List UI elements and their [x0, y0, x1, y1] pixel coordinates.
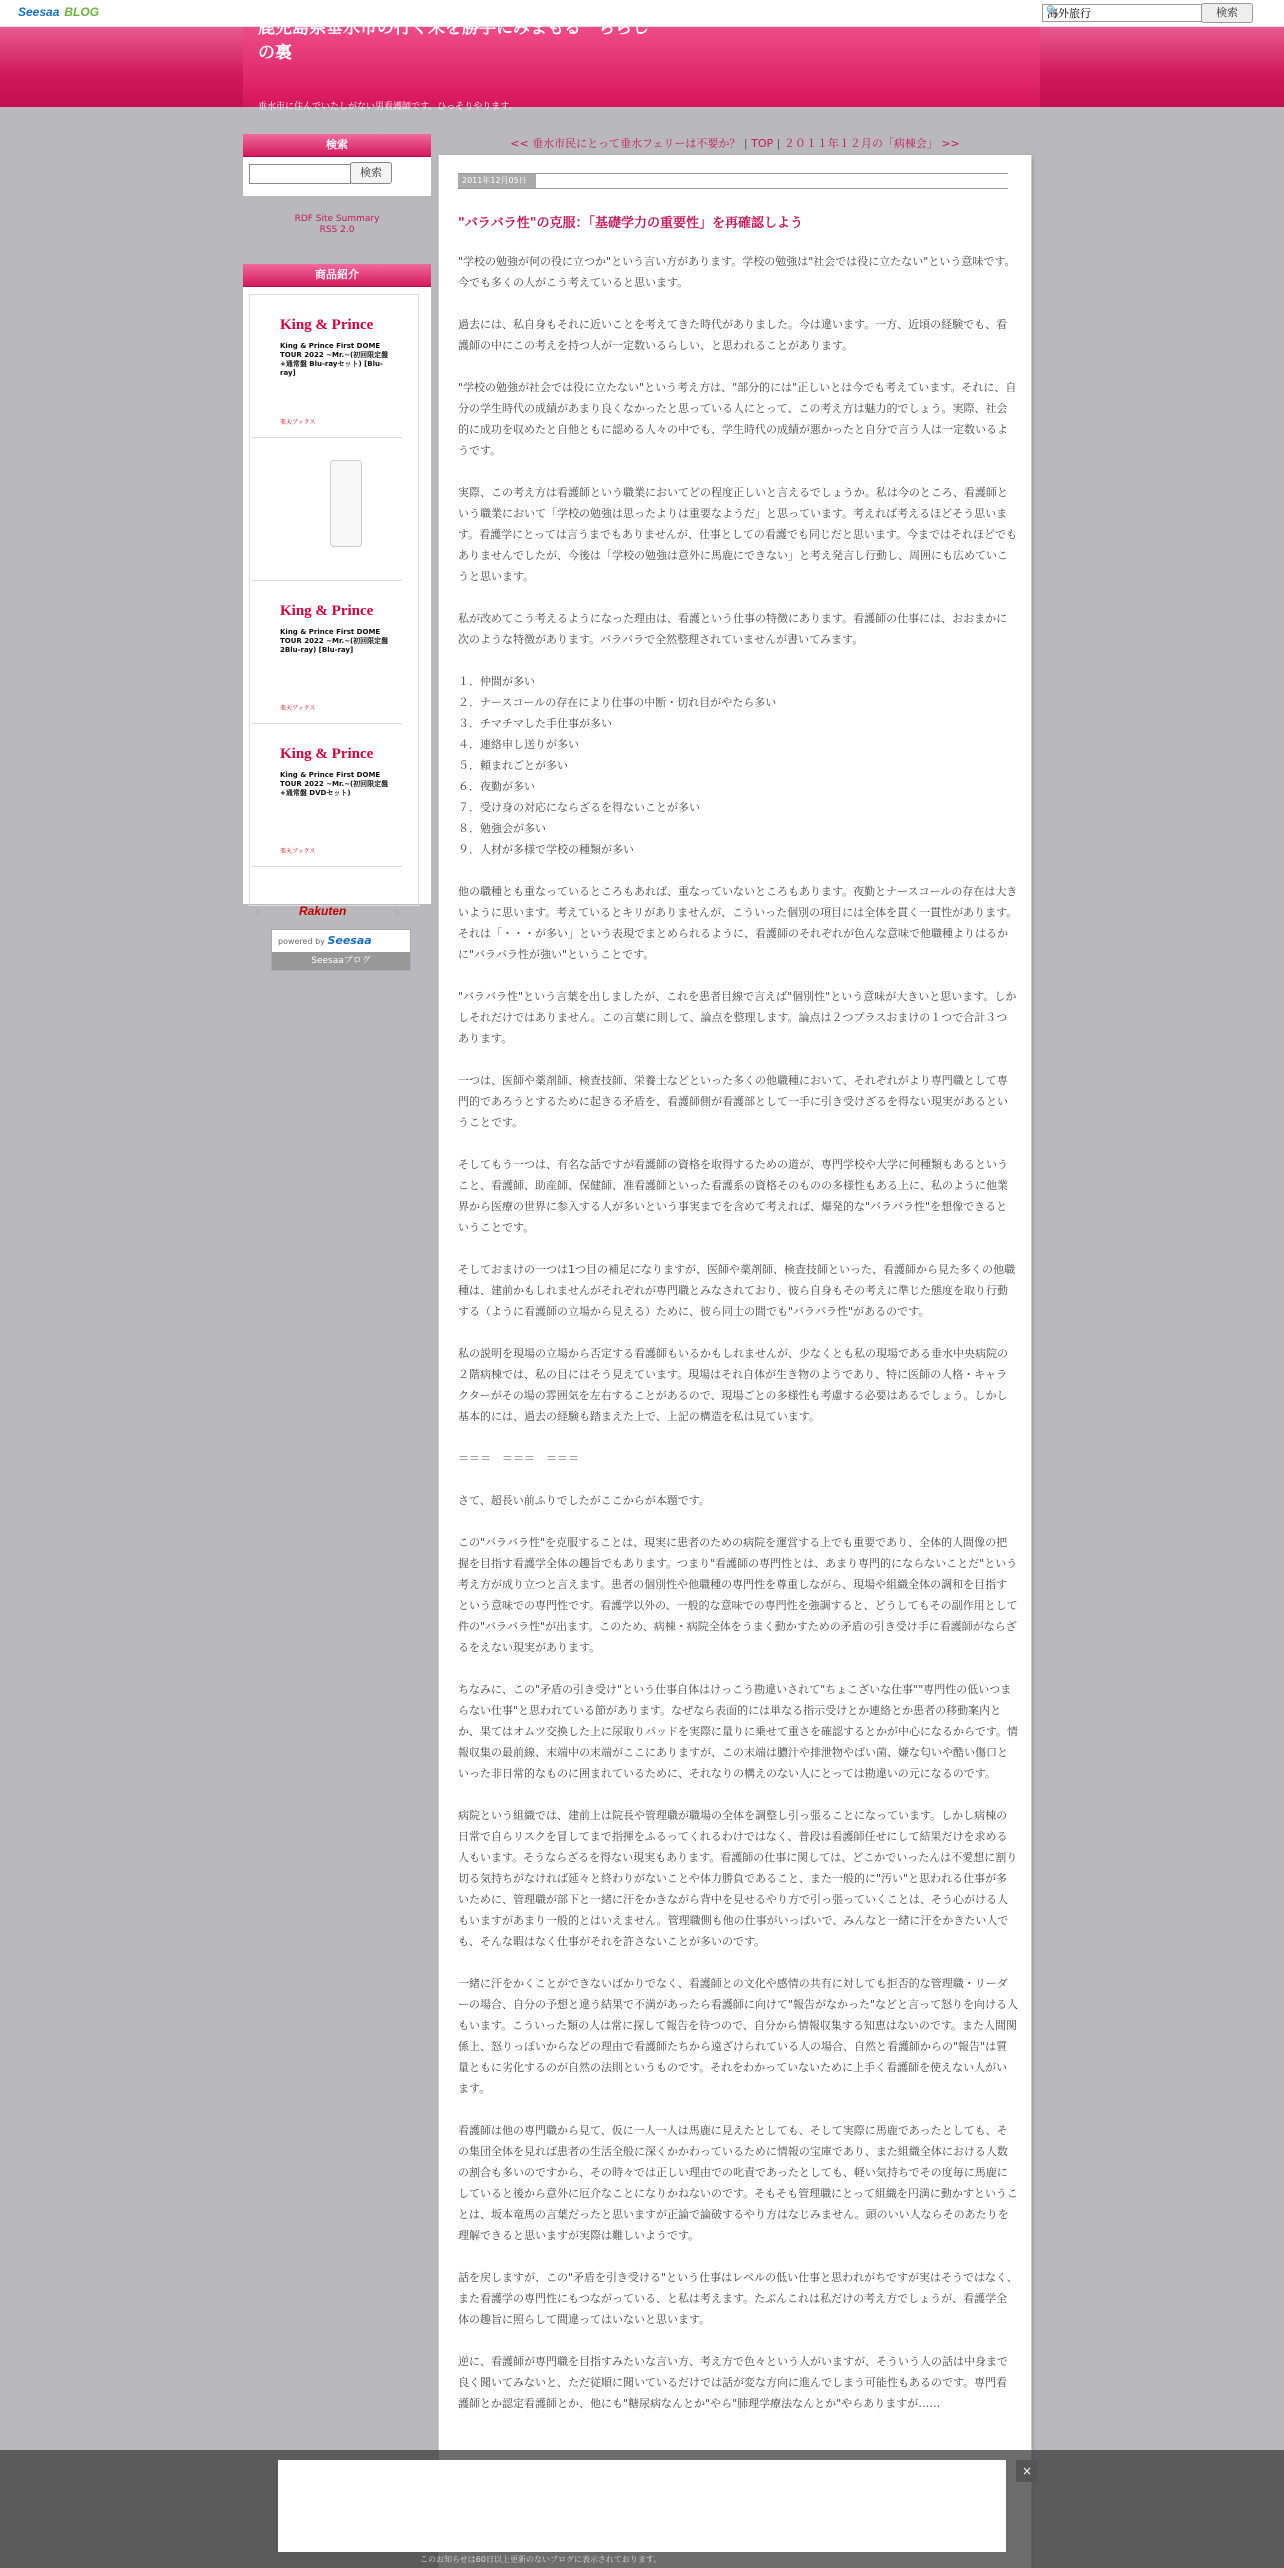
- sidebar-products-heading: 商品紹介: [243, 264, 431, 287]
- paragraph: "学校の勉強が社会では役に立たない"という考え方は、"部分的には"正しいとは今でも考えています。それに、自分の学生時代の成績があまり良くなかったと思っている人にとって、この考え方は魅力的でしょう。実際、社会的に成功を収めたと自他ともに認める人々の中でも、学生時代の成績が悪かったと自分で言う人は一定数いるようです。: [458, 381, 1017, 457]
- product-item[interactable]: [252, 297, 402, 438]
- product-brand: King & Prince: [280, 746, 374, 762]
- seesaa-blog-logo[interactable]: [18, 5, 99, 19]
- post-title[interactable]: "バラバラ性"の克服：「基礎学力の重要性」を再確認しよう: [458, 216, 804, 231]
- next-post-link[interactable]: ２０１１年１２月の「病棟会」 >>: [783, 137, 960, 150]
- product-description: King & Prince First DOME TOUR 2022 ~Mr.~(初回限定盤 2Blu-ray) [Blu-ray]: [280, 628, 389, 654]
- sidebar-products-box: [243, 264, 431, 921]
- product-description: King & Prince First DOME TOUR 2022 ~Mr.~(初回限定盤+通常盤 DVDセット): [280, 771, 389, 797]
- sidebar-search-input[interactable]: [249, 164, 351, 184]
- paragraph: 私が改めてこう考えるようになった理由は、看護という仕事の特徴にあります。看護師の仕事には、おおまかに次のような特徴があります。バラバラで全然整理されていませんが書いてみます。: [458, 612, 1008, 646]
- article: [438, 155, 1032, 2568]
- product-shop: 楽天ブックス: [280, 848, 316, 855]
- paragraph: さて、超長い前ふりでしたがここからが本題です。: [458, 1494, 710, 1507]
- post-date: 2011年12月05日: [458, 174, 536, 188]
- rss-link[interactable]: RSS 2.0: [319, 225, 355, 235]
- paragraph: 一緒に汗をかくことができないばかりでなく、看護師との文化や感情の共有に対しても拒否的な管理職・リーダーの場合、自分の予想と違う結果で不満があったら看護師に向けて"報告がなかった"などと言って怒りを向ける人もいます。こういった類の人は常に探して報告を待つので、自分から情報収集する知恵はないのです。また人間関係上、怒りっぽいからなどの理由で看護師たちから遠ざけられている人の場合、自然と看護師からの"報告"は質量ともに劣化するのが自然の法則というものです。それをわかっていないために上手く看護師を使えない人がいます。: [458, 1977, 1019, 2095]
- list-item: ７．受け身の対応にならざるを得ないことが多い: [458, 801, 700, 814]
- product-brand: King & Prince: [280, 603, 374, 619]
- product-carousel: [249, 294, 419, 906]
- paragraph: 看護師は他の専門職から見て、仮に一人一人は馬鹿に見えたとしても、そして実際に馬鹿であったとしても、その集団全体を見れば患者の生活全般に深くかかわっているために情報の宝庫であり、また組織全体における人数の割合も多いのですから、その時々では正しい理由での叱責であったとしても、軽い気持ちでその度毎に馬鹿にしていると後から意外に厄介なことになりかねないのです。そもそも管理職にとって組織を円満に動かすということは、坂本竜馬の言葉だったと思いますが正論で論破するやり方はなじみません。頭のいい人ならそのあたりを理解できると思いますが実際は難しいようです。: [458, 2124, 1018, 2242]
- list-item: １．仲間が多い: [458, 675, 535, 688]
- paragraph: 一つは、医師や薬剤師、検査技師、栄養士などといった多くの他職種において、それぞれがより専門職として専門的であろうとするために起きる矛盾を、看護師側が看護部として一手に引き受けざるを得ない現実があるということです。: [458, 1074, 1008, 1129]
- feed-links: [243, 214, 431, 236]
- paragraph: そしておまけの一つは1つ目の補足になりますが、医師や薬剤師、検査技師といった、看護師から見た多くの他職種は、建前かもしれませんがそれぞれが専門職とみなされており、彼ら自身もその考えに準じた態度を取り行動する（ように看護師の立場から見える）ために、彼ら同士の間でも"バラバラ性"があるのです。: [458, 1263, 1015, 1318]
- product-shop: 楽天ブックス: [280, 419, 316, 426]
- blog-description: 垂水市に住んでいたしがない男看護師です。ひっそりやります。: [258, 102, 518, 112]
- product-image: [330, 460, 362, 547]
- logo-seesaa-text: Seesaa: [18, 5, 60, 19]
- paragraph: "バラバラ性"という言葉を出しましたが、これを患者目線で言えば"個別性"という意味が大きいと思います。しかしそれだけではありません。この言葉に則して、論点を整理します。論点は２つプラスおまけの１つで合計３つあります。: [458, 990, 1017, 1045]
- seesaa-blog-link[interactable]: Seesaaブログ: [272, 952, 410, 970]
- ad-notice-text: このお知らせは60日以上更新のないブログに表示されております。: [420, 2555, 662, 2564]
- paragraph: 逆に、看護師が専門職を目指すみたいな言い方、考え方で色々という人がいますが、そういう人の話は中身まで良く聞いてみないと、ただ従順に聞いているだけでは話が変な方向に進んでしまう可能性もあるのです。専門看護師とか認定看護師とか、他にも"糖尿病なんとか"やら"肺理学療法なんとか"やらありますが……: [458, 2355, 1008, 2410]
- ad-banner[interactable]: [278, 2460, 1006, 2552]
- chevron-right-icon[interactable]: ›: [394, 902, 401, 921]
- date-bar: [458, 173, 1008, 189]
- list-item: ８．勉強会が多い: [458, 822, 546, 835]
- top-search-input[interactable]: [1042, 4, 1207, 22]
- sidebar-search-heading: 検索: [243, 134, 431, 157]
- product-item[interactable]: [252, 726, 402, 867]
- list-item: ５．頼まれごとが多い: [458, 759, 568, 772]
- close-icon[interactable]: ×: [1016, 2460, 1038, 2482]
- chevron-left-icon[interactable]: ‹: [255, 902, 262, 921]
- sidebar-search-button[interactable]: 検索: [350, 162, 392, 184]
- product-brand: King & Prince: [280, 317, 374, 333]
- paragraph: 過去には、私自身もそれに近いことを考えてきた時代がありました。今は違います。一方、近頃の経験でも、看護師の中にこの考えを持つ人が一定数いるらしい、と思われることがあります。: [458, 318, 1008, 352]
- paragraph: ＝＝＝ ＝＝＝ ＝＝＝: [458, 1452, 579, 1465]
- top-search-button[interactable]: 検索: [1201, 3, 1253, 23]
- product-description: King & Prince First DOME TOUR 2022 ~Mr.~(初回限定盤+通常盤 Blu-rayセット) [Blu-ray]: [280, 342, 389, 377]
- rakuten-logo[interactable]: Rakuten: [299, 904, 347, 918]
- paragraph: この"バラバラ性"を克服することは、現実に患者のための病院を運営する上でも重要であり、全体的人間像の把握を目指す看護学全体の趣旨でもあります。つまり"看護師の専門性とは、あまり専門的にならないことだ"という考え方が成り立つと言えます。患者の個別性や他職種の専門性を尊重しながら、現場や組織全体の調和を目指すという意味での専門性です。看護学以外の、一般的な意味での専門性を強調すると、どうしてもその副作用として件の"バラバラ性"が出ます。このため、病棟・病院全体をうまく動かすための矛盾の引き受け手に看護師がならざるをえない現実があります。: [458, 1536, 1018, 1654]
- product-item[interactable]: [252, 440, 402, 581]
- blog-title[interactable]: 鹿児島県垂水市の行く末を勝手にみまもる ちらしの裏: [258, 18, 649, 63]
- list-item: ９．人材が多様で学校の種類が多い: [458, 843, 634, 856]
- list-item: ３．チマチマした手仕事が多い: [458, 717, 612, 730]
- search-icon: 🔍: [1046, 6, 1059, 17]
- logo-blog-text: BLOG: [64, 5, 100, 19]
- paragraph: ちなみに、この"矛盾の引き受け"という仕事自体はけっこう勘違いされて"ちょこざいな仕事""専門性の低いつまらない仕事"と思われている節があります。なぜなら表面的には単なる指示受けとか連絡とか患者の移動案内とか、果てはオムツ交換した上に尿取りパッドを実際に量りに乗せて重さを確認するとかが中心になるからです。情報収集の最前線、末端中の末端がここにありますが、この末端は膿汁や排泄物やばい菌、嫌な匂いや酷い傷口といった非日常的なものに囲まれているために、それなりの構えのない人にとっては勘違いの元になるのです。: [458, 1683, 1019, 1780]
- paragraph: 私の説明を現場の立場から否定する看護師もいるかもしれませんが、少なくとも私の現場である垂水中央病院の２階病棟では、私の目にはそう見えています。現場はそれ自体が生き物のようであり、特に医師の人格・キャラクターがその場の雰囲気を左右することがあるので、現場ごとの多様性も考慮する必要はあるでしょう。しかし基本的には、過去の経験も踏まえた上で、上記の構造を私は見ています。: [458, 1347, 1008, 1423]
- prev-post-link[interactable]: << 垂水市民にとって垂水フェリーは不要か？: [510, 137, 741, 150]
- post-pager: << 垂水市民にとって垂水フェリーは不要か？ | TOP | ２０１１年１２月の「病棟会」 >>: [510, 137, 960, 150]
- product-shop: 楽天ブックス: [280, 705, 316, 712]
- powered-by-badge[interactable]: [271, 929, 411, 971]
- list-item: ６．夜勤が多い: [458, 780, 535, 793]
- ad-overlay: [0, 2450, 1284, 2568]
- top-link[interactable]: TOP: [751, 137, 774, 150]
- rakuten-bar: [249, 901, 417, 923]
- feature-list: [458, 671, 1018, 860]
- list-item: ４．連絡申し送りが多い: [458, 738, 579, 751]
- post-body: [458, 251, 1018, 2435]
- paragraph: 話を戻しますが、この"矛盾を引き受ける"という仕事はレベルの低い仕事と思われがちですが実はそうではなく、また看護学の専門性にもつながっている、と私は考えます。たぶんこれは私だけの考え方でしょうが、看護学全体の趣旨に照らして間違ってはいないと思います。: [458, 2271, 1018, 2326]
- sidebar-search-box: [243, 134, 431, 196]
- paragraph: そしてもう一つは、有名な話ですが看護師の資格を取得するための道が、専門学校や大学に何種類もあるということ、看護師、助産師、保健師、准看護師といった看護系の資格そのものの多様性もある上に、私のように他業界から医療の世界に参入する人が多いという事実までを含めて考えれば、爆発的な"バラバラ性"を想像できるということです。: [458, 1158, 1008, 1234]
- paragraph: "学校の勉強が何の役に立つか"という言い方があります。学校の勉強は"社会では役に立たない"という意味です。今でも多くの人がこう考えていると思います。: [458, 255, 1016, 289]
- paragraph: 他の職種とも重なっているところもあれば、重なっていないところもあります。夜勤とナースコールの存在は大きいように思います。考えているとキリがありませんが、こういった個別の項目には全体を貫く一貫性があります。それは「・・・が多い」という表現でまとめられるように、看護師のそれぞれが色んな意味で他職種よりはるかに"バラバラ性が強い"ということです。: [458, 885, 1018, 961]
- product-item[interactable]: [252, 583, 402, 724]
- list-item: ２．ナースコールの存在により仕事の中断・切れ目がやたら多い: [458, 696, 777, 709]
- paragraph: 実際、この考え方は看護師という職業においてどの程度正しいと言えるでしょうか。私は今のところ、看護師という職業において「学校の勉強は思ったよりは重要なようだ」と思っています。考えれば考えるほどそう思います。看護学にとっては言うまでもありませんが、仕事としての看護でも同じだと思います。今まではそれほどでもありませんでしたが、今後は「学校の勉強は意外に馬鹿にできない」と考え発言し行動し、周囲にも広めていこうと思います。: [458, 486, 1018, 583]
- powered-by-text: powered by Seesaa: [278, 934, 372, 947]
- rdf-link[interactable]: RDF Site Summary: [294, 214, 380, 224]
- paragraph: 病院という組織では、建前上は院長や管理職が職場の全体を調整し引っ張ることになっています。しかし病棟の日常で自らリスクを冒してまで指揮をふるってくれるわけではなく、普段は看護師任せにして結果だけを求める人もいます。そうならざるを得ない現実もあります。看護師の仕事に関しては、どこかでいったんは不愛想に割り切る気持ちがなければ延々と終わりがないことや体力勝負であること、また一般的に"汚い"と思われる仕事が多いために、管理職が部下と一緒に汗をかきながら背中を見せるやり方で引っ張っていくことは、そう心がける人もいますがあまり一般的とはいえません。管理職側も他の仕事がいっぱいで、みんなと一緒に汗をかきたい人でも、そんな暇はなく仕事がそれを許さないことが多いのです。: [458, 1809, 1018, 1948]
